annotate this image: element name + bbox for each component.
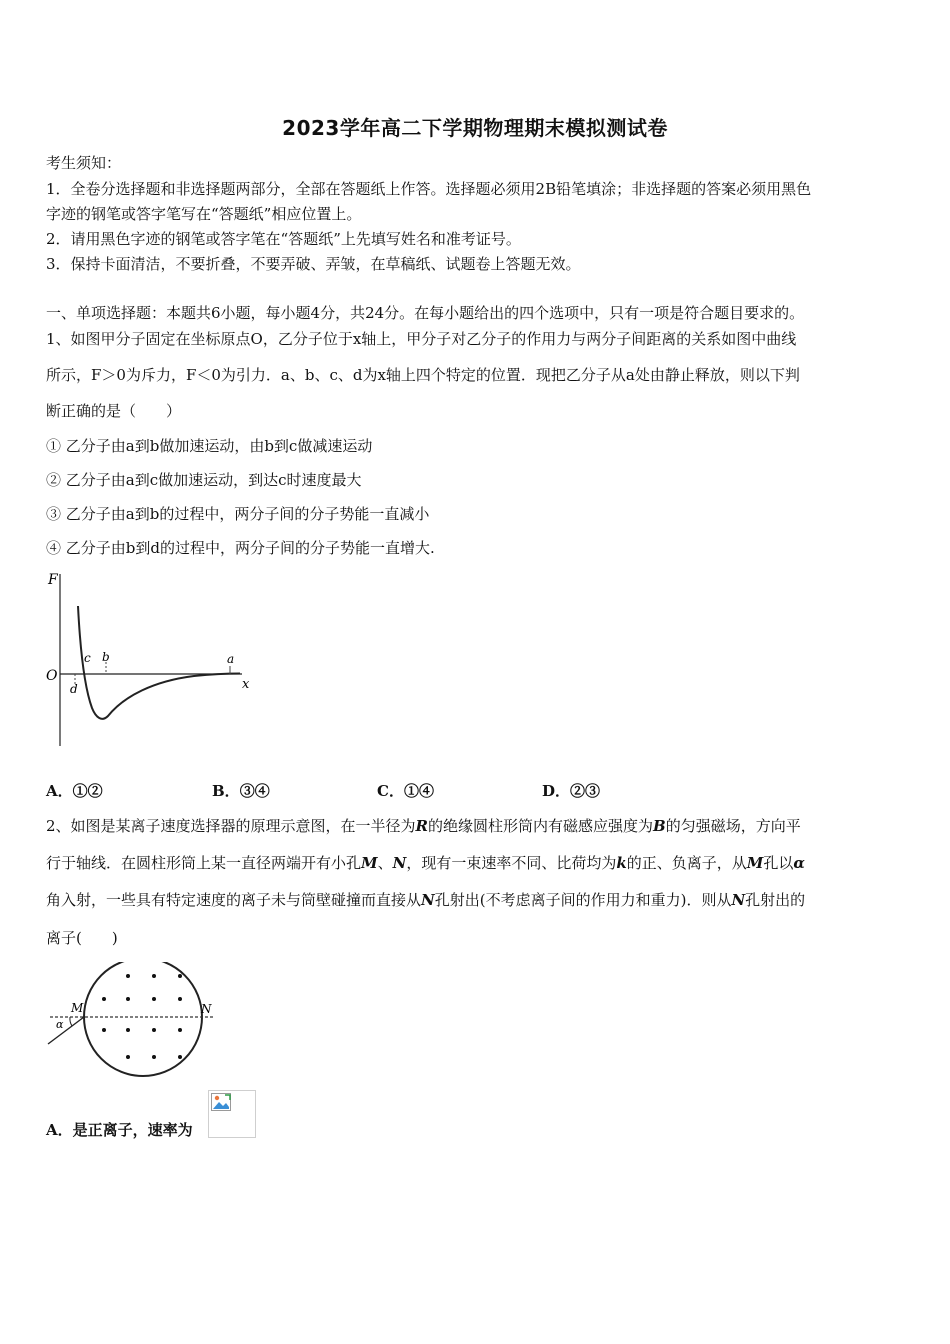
question-2-text xyxy=(46,889,805,910)
notice-item: 字迹的钢笔或答字笔写在“答题纸”相应位置上。 xyxy=(46,205,362,223)
a-label: a xyxy=(227,652,235,666)
angle-arc xyxy=(70,1017,72,1026)
broken-image-icon xyxy=(208,1090,256,1138)
notice-item: 3．保持卡面清洁，不要折叠，不要弄破、弄皱，在草稿纸、试题卷上答题无效。 xyxy=(46,255,581,273)
question-1-text: 所示，F＞0为斥力，F＜0为引力．a、b、c、d为x轴上四个特定的位置．现把乙分子从a处由静止释放，则以下判 xyxy=(46,366,800,384)
text-run: 的匀强磁场，方向平 xyxy=(665,817,801,835)
text-run: 孔射出的 xyxy=(745,891,806,909)
statement-4: ④ 乙分子由b到d的过程中，两分子间的分子势能一直增大. xyxy=(46,539,435,557)
question-1-text: 1、如图甲分子固定在坐标原点O，乙分子位于x轴上，甲分子对乙分子的作用力与两分子间距离的关系如图中曲线 xyxy=(46,330,797,348)
notice-heading: 考生须知： xyxy=(46,154,122,172)
force-distance-graph xyxy=(44,566,254,756)
page-title: 2023学年高二下学期物理期末模拟测试卷 xyxy=(282,116,668,140)
c-label: c xyxy=(84,651,91,665)
text-run: 孔射出(不考虑离子间的作用力和重力)．则从 xyxy=(434,891,732,909)
question-2-text xyxy=(46,852,805,873)
var-n: N xyxy=(731,891,746,909)
var-m: M xyxy=(361,854,378,872)
var-m: M xyxy=(746,854,764,872)
f-label: F xyxy=(48,572,58,588)
option-letter: D． xyxy=(542,782,571,800)
var-alpha: α xyxy=(793,854,805,872)
option-b[interactable] xyxy=(212,780,270,801)
d-label: d xyxy=(70,682,78,696)
question-2-option-a[interactable]: A．是正离子，速率为 xyxy=(46,1121,193,1139)
origin-label: O xyxy=(46,668,58,684)
velocity-selector-diagram xyxy=(44,962,224,1087)
section-heading: 一、单项选择题：本题共6小题，每小题4分，共24分。在每小题给出的四个选项中，只有一项是符合题目要求的。 xyxy=(46,304,805,322)
text-run: 孔以 xyxy=(763,854,794,872)
option-letter: A． xyxy=(46,782,73,800)
option-letter: B． xyxy=(212,782,240,800)
incident-beam xyxy=(48,1017,84,1044)
text-run: 的绝缘圆柱形筒内有磁感应强度为 xyxy=(428,817,654,835)
question-2-text xyxy=(46,815,801,836)
option-c[interactable] xyxy=(377,780,434,801)
option-text: ②③ xyxy=(570,782,601,800)
notice-item: 1．全卷分选择题和非选择题两部分，全部在答题纸上作答。选择题必须用2B铅笔填涂；非选择题的答案必须用黑色 xyxy=(46,180,812,198)
option-d[interactable] xyxy=(542,780,600,801)
var-r: R xyxy=(415,817,429,835)
text-run: 角入射，一些具有特定速度的离子未与筒壁碰撞而直接从 xyxy=(46,891,422,909)
option-text: ①② xyxy=(72,782,103,800)
var-b: B xyxy=(653,817,666,835)
var-n: N xyxy=(421,891,435,909)
statement-3: ③ 乙分子由a到b的过程中，两分子间的分子势能一直减小 xyxy=(46,505,430,523)
statement-1: ① 乙分子由a到b做加速运动，由b到c做减速运动 xyxy=(46,437,373,455)
n-label: N xyxy=(201,1002,212,1016)
text-run: 2、如图是某离子速度选择器的原理示意图，在一半径为 xyxy=(46,817,416,835)
var-n: N xyxy=(392,854,407,872)
question-1-text: 断正确的是（ ） xyxy=(46,402,182,420)
option-text: ③④ xyxy=(239,782,270,800)
x-label: x xyxy=(242,677,250,692)
option-text: ①④ xyxy=(403,782,434,800)
statement-2: ② 乙分子由a到c做加速运动，到达c时速度最大 xyxy=(46,471,362,489)
var-k: k xyxy=(616,854,627,872)
question-2-text: 离子( ) xyxy=(46,929,118,947)
text-run: ，现有一束速率不同、比荷均为 xyxy=(406,854,617,872)
alpha-label: α xyxy=(56,1018,64,1031)
text-run: 行于轴线．在圆柱形筒上某一直径两端开有小孔 xyxy=(46,854,362,872)
option-letter: C． xyxy=(377,782,404,800)
notice-item: 2．请用黑色字迹的钢笔或答字笔在“答题纸”上先填写姓名和准考证号。 xyxy=(46,230,521,248)
option-a[interactable] xyxy=(46,780,103,801)
b-label: b xyxy=(102,650,110,664)
text-run: 的正、负离子，从 xyxy=(626,854,747,872)
text-run: 、 xyxy=(377,854,393,872)
m-label: M xyxy=(71,1001,84,1015)
cylinder-circle xyxy=(84,962,202,1076)
